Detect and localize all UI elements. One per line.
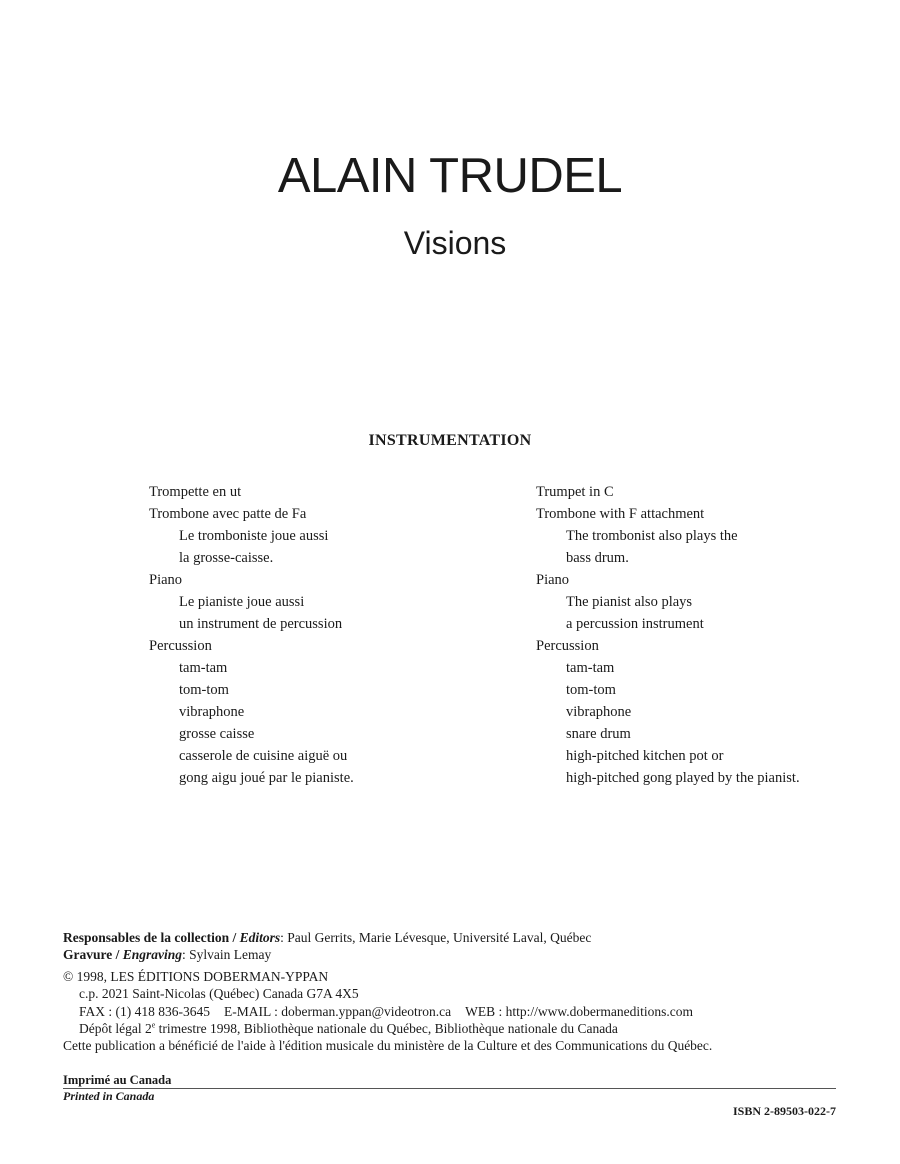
instrument-line: un instrument de percussion xyxy=(179,616,343,632)
instrumentation-list-english xyxy=(536,481,800,789)
printed-in-canada-en: Printed in Canada xyxy=(63,1089,155,1103)
instrument-line: Percussion xyxy=(149,638,212,654)
editors-slash: / xyxy=(229,930,240,945)
composer-name: ALAIN TRUDEL xyxy=(277,149,623,203)
instrumentation-heading: INSTRUMENTATION xyxy=(368,432,532,449)
engraving-line xyxy=(63,946,712,963)
instrument-line: Trombone with F attachment xyxy=(536,506,705,522)
instrument-line: tam-tam xyxy=(566,660,615,676)
email-text: E-MAIL : doberman.yppan@videotron.ca xyxy=(224,1003,452,1019)
legal-deposit-text: Dépôt légal 2 xyxy=(79,1020,152,1036)
contact-line xyxy=(63,1003,712,1020)
instrument-line: gong aigu joué par le pianiste. xyxy=(179,770,354,786)
engraving-label-fr: Gravure xyxy=(63,947,113,963)
instrument-line: high-pitched kitchen pot or xyxy=(566,748,724,764)
instrument-line: bass drum. xyxy=(566,550,629,566)
legal-deposit-line xyxy=(63,1020,712,1037)
editors-line xyxy=(63,929,712,946)
funding-line: Cette publication a bénéficié de l'aide à l'édition musicale du ministère de la Culture et des Communications du Québec. xyxy=(63,1038,713,1054)
editors-value: : Paul Gerrits, Marie Lévesque, Université Laval, Québec xyxy=(280,930,592,945)
instrument-line: tam-tam xyxy=(179,660,228,676)
instrument-line: casserole de cuisine aiguë ou xyxy=(179,748,348,764)
instrument-line: grosse caisse xyxy=(179,726,255,742)
instrument-line: Trombone avec patte de Fa xyxy=(149,506,307,522)
editors-label-fr: Responsables de la collection xyxy=(63,930,230,945)
instrument-line: tom-tom xyxy=(566,682,616,698)
work-title: Visions xyxy=(403,225,507,261)
footer-divider xyxy=(63,1088,836,1089)
instrument-line: The trombonist also plays the xyxy=(566,528,738,544)
engraving-label-en: Engraving xyxy=(122,947,183,963)
instrument-line: vibraphone xyxy=(566,704,632,720)
engraving-slash: / xyxy=(112,947,123,963)
instrumentation-list-french xyxy=(149,481,354,789)
instrument-line: Le pianiste joue aussi xyxy=(179,594,305,610)
instrument-line: Trompette en ut xyxy=(149,484,242,500)
instrument-line: a percussion instrument xyxy=(566,616,704,632)
editors-label-en: Editors xyxy=(239,930,281,945)
isbn-number: ISBN 2-89503-022-7 xyxy=(732,1104,836,1118)
instrument-line: high-pitched gong played by the pianist. xyxy=(566,770,800,786)
instrument-line: Le tromboniste joue aussi xyxy=(179,528,329,544)
address-line: c.p. 2021 Saint-Nicolas (Québec) Canada G7A 4X5 xyxy=(79,986,359,1002)
instrument-line: Piano xyxy=(536,572,570,588)
instrument-line: vibraphone xyxy=(179,704,245,720)
instrument-line: Percussion xyxy=(536,638,599,654)
instrument-line: Trumpet in C xyxy=(536,484,614,500)
instrument-line: The pianist also plays xyxy=(566,594,693,610)
instrument-line: tom-tom xyxy=(179,682,229,698)
credits-block xyxy=(63,929,712,1055)
legal-deposit-sup: e xyxy=(151,1020,156,1030)
instrument-line: la grosse-caisse. xyxy=(179,550,274,566)
instrument-line: snare drum xyxy=(566,726,631,742)
fax-text: FAX : (1) 418 836-3645 xyxy=(79,1003,210,1019)
printed-in-canada-fr: Imprimé au Canada xyxy=(63,1073,172,1087)
web-text: WEB : http://www.dobermaneditions.com xyxy=(465,1003,693,1019)
copyright-line: © 1998, LES ÉDITIONS DOBERMAN-YPPAN xyxy=(63,968,329,984)
legal-deposit-text-rest: trimestre 1998, Bibliothèque nationale du Québec, Bibliothèque nationale du Canada xyxy=(155,1020,618,1036)
instrument-line: Piano xyxy=(149,572,183,588)
engraving-value: : Sylvain Lemay xyxy=(182,947,272,963)
